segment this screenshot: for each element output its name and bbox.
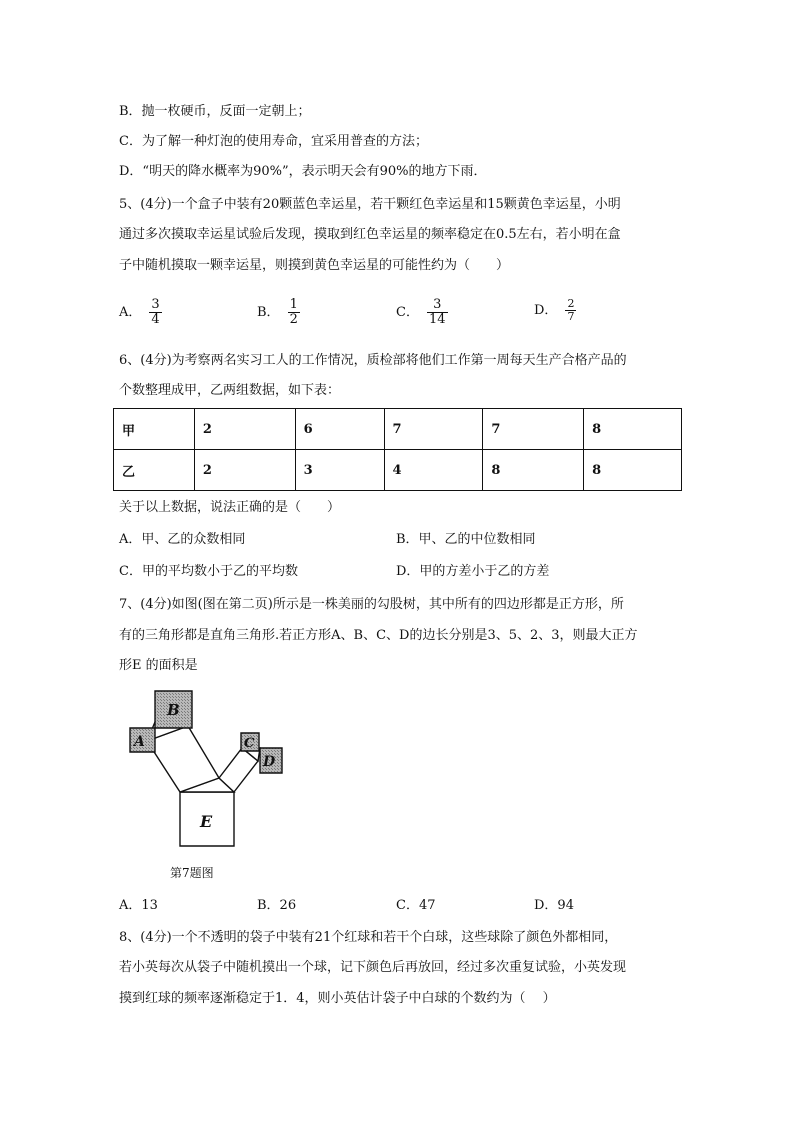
q6-line-3: 关于以上数据，说法正确的是（ ）	[119, 500, 341, 515]
q5-option-a-fraction	[149, 298, 161, 327]
q5-line-2: 通过多次摸取幸运星试验后发现，摸取到红色幸运星的频率稳定在0.5左右，若小明在盒	[119, 227, 621, 242]
q8-line-3: 摸到红球的频率逐渐稳定于1．4，则小英估计袋子中白球的个数约为（ ）	[119, 991, 556, 1006]
q5-line-1: 5、(4分)一个盒子中装有20颗蓝色幸运星，若干颗红色幸运星和15颗黄色幸运星，小明	[119, 197, 621, 212]
q7-option-a: A．13	[119, 898, 158, 913]
q5-option-d-denominator: 7	[567, 310, 575, 323]
table-cell: 8	[483, 450, 584, 491]
table-row-jia	[114, 409, 682, 450]
q7-option-b: B．26	[257, 898, 297, 913]
label-a: A	[134, 734, 145, 750]
q5-option-c-denominator: 14	[428, 312, 446, 327]
table-cell: 甲	[114, 409, 195, 450]
q6-line-1: 6、(4分)为考察两名实习工人的工作情况，质检部将他们工作第一周每天生产合格产品的	[119, 353, 627, 368]
q7-line-2: 有的三角形都是直角三角形.若正方形A、B、C、D的边长分别是3、5、2、3，则最大正方	[119, 628, 638, 643]
table-cell: 7	[483, 409, 584, 450]
option-c-statement: C．为了解一种灯泡的使用寿命，宜采用普查的方法；	[119, 134, 428, 149]
table-cell: 乙	[114, 450, 195, 491]
label-d: D	[263, 754, 276, 770]
q7-line-1: 7、(4分)如图(图在第二页)所示是一株美丽的勾股树，其中所有的四边形都是正方形，所	[119, 597, 624, 612]
q7-option-d: D．94	[534, 898, 574, 913]
q5-line-3: 子中随机摸取一颗幸运星，则摸到黄色幸运星的可能性约为（ ）	[119, 258, 510, 273]
table-cell: 4	[384, 450, 483, 491]
label-c: C	[244, 736, 255, 751]
q5-option-b-numerator: 1	[289, 297, 298, 312]
pythagoras-tree-figure	[125, 688, 290, 856]
q6-option-a: A．甲、乙的众数相同	[119, 532, 246, 547]
q5-option-d-fraction	[565, 298, 576, 323]
q5-option-d-numerator: 2	[567, 297, 575, 310]
q5-option-c-fraction	[427, 298, 448, 327]
q6-option-c: C．甲的平均数小于乙的平均数	[119, 564, 298, 579]
q5-option-c-label: C．	[396, 305, 419, 320]
q5-option-c-numerator: 3	[427, 298, 448, 313]
q5-option-a-label: A．	[119, 305, 142, 320]
option-d-statement: D．“明天的降水概率为90%”，表示明天会有90%的地方下雨．	[119, 164, 487, 179]
q5-option-a-denominator: 4	[151, 312, 160, 327]
table-row-yi	[114, 450, 682, 491]
figure-caption: 第7题图	[170, 866, 214, 880]
q5-option-b	[257, 298, 300, 327]
q6-line-2: 个数整理成甲，乙两组数据，如下表：	[119, 383, 341, 398]
q5-option-b-denominator: 2	[289, 312, 298, 327]
q7-option-c: C．47	[396, 898, 436, 913]
q5-option-b-label: B．	[257, 305, 280, 320]
table-cell: 2	[194, 450, 295, 491]
q6-option-b: B．甲、乙的中位数相同	[396, 532, 536, 547]
table-cell: 8	[584, 409, 682, 450]
label-e: E	[200, 812, 213, 831]
q5-option-a	[119, 298, 162, 327]
q8-line-2: 若小英每次从袋子中随机摸出一个球，记下颜色后再放回，经过多次重复试验，小英发现	[119, 960, 627, 975]
q8-line-1: 8、(4分)一个不透明的袋子中装有21个红球和若干个白球，这些球除了颜色外都相同，	[119, 930, 618, 945]
q6-data-table	[113, 408, 682, 491]
q5-option-d	[534, 298, 576, 323]
label-b: B	[167, 701, 180, 719]
q5-option-c	[396, 298, 448, 327]
table-cell: 2	[194, 409, 295, 450]
table-cell: 6	[295, 409, 384, 450]
q7-line-3: 形E 的面积是	[119, 658, 198, 673]
q5-option-d-label: D．	[534, 303, 558, 318]
q5-option-b-fraction	[288, 298, 300, 327]
q5-option-a-numerator: 3	[151, 297, 160, 312]
option-b-statement: B．抛一枚硬币，反面一定朝上；	[119, 104, 311, 119]
table-cell: 7	[384, 409, 483, 450]
q6-option-d: D．甲的方差小于乙的方差	[396, 564, 550, 579]
table-cell: 3	[295, 450, 384, 491]
table-cell: 8	[584, 450, 682, 491]
